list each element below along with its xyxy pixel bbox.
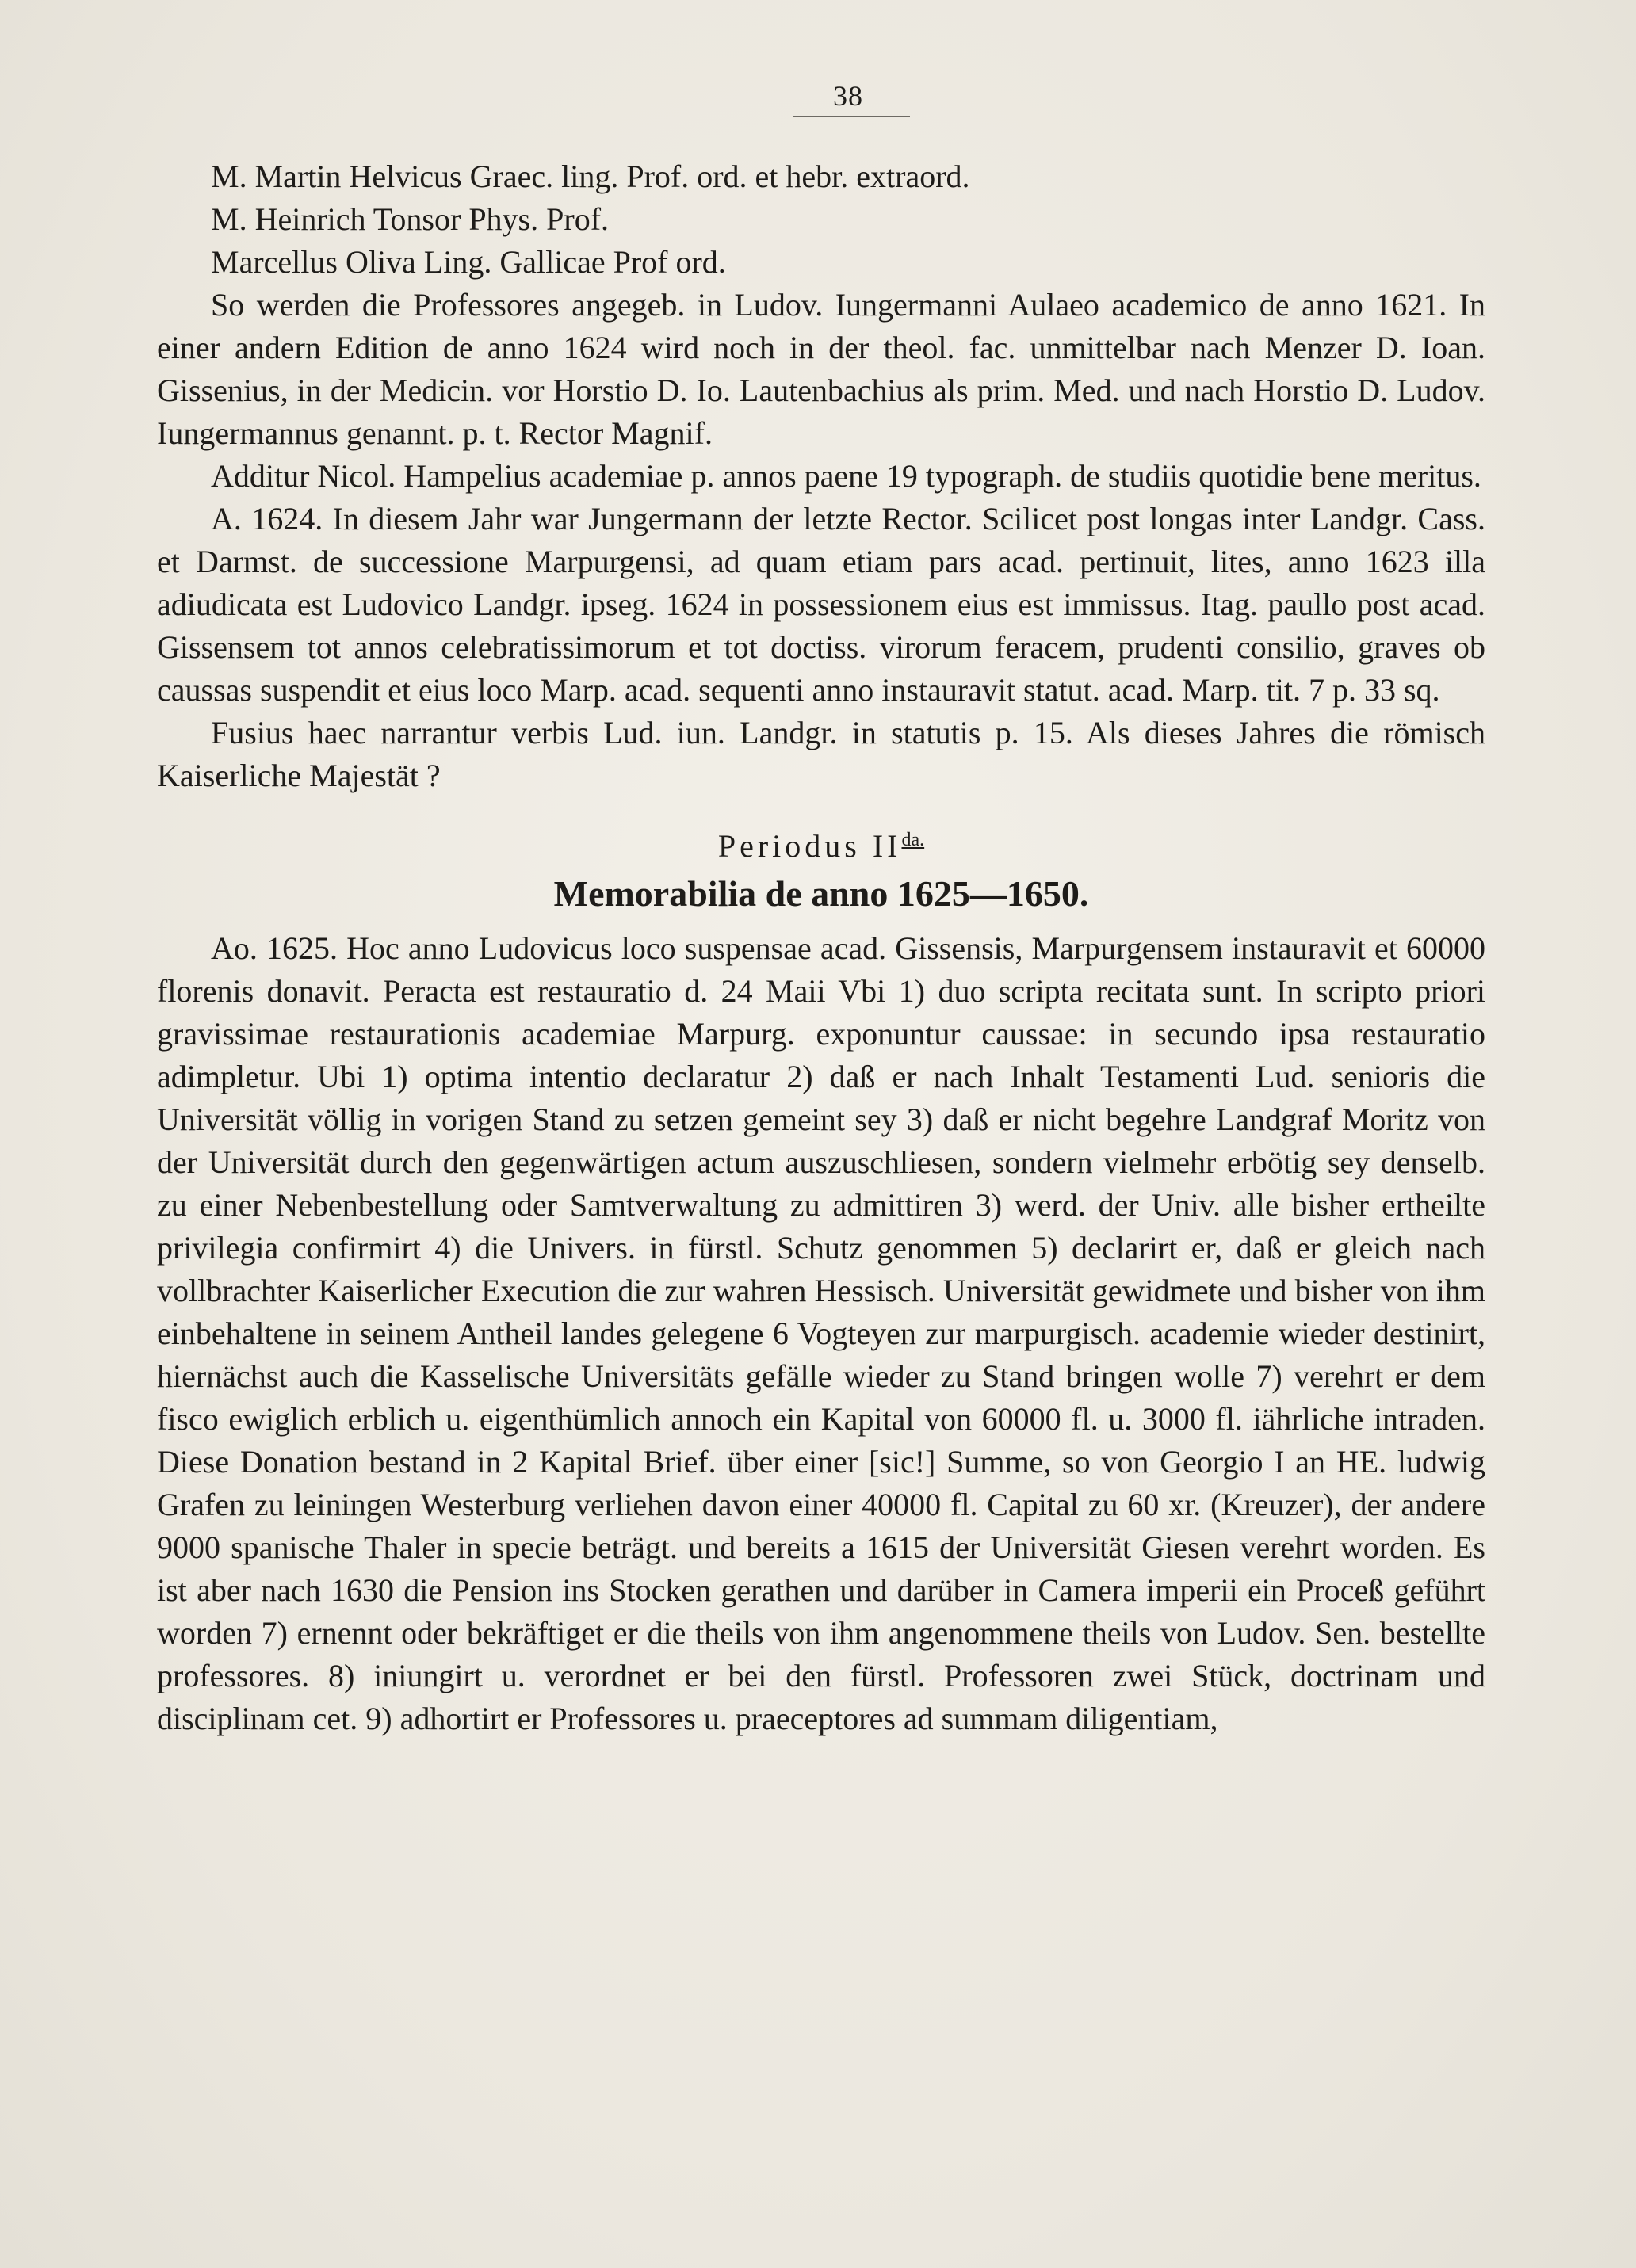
faculty-line: M. Heinrich Tonsor Phys. Prof. — [211, 201, 610, 237]
paragraph: Fusius haec narrantur verbis Lud. iun. Landgr. in statutis p. 15. Als dieses Jahres die römisch Kaiserliche Majestät ? — [157, 715, 1485, 793]
paragraph: Additur Nicol. Hampelius academiae p. annos paene 19 typograph. de studiis quotidie bene meritus. — [211, 458, 1481, 494]
page-number-rule — [793, 116, 910, 117]
faculty-line: M. Martin Helvicus Graec. ling. Prof. ord. et hebr. extraord. — [211, 158, 970, 194]
section-heading — [157, 819, 1485, 867]
paragraph: So werden die Professores angegeb. in Ludov. Iungermanni Aulaeo academico de anno 1621. In einer andern Edition de anno 1624 wird noch in der theol. fac. unmittelbar nach Menzer D. Ioan. Gissenius, in der Medicin. vor Horstio D. Io. Lautenbachius als prim. Med. und nach Horstio D. Ludov. Iungermannus genannt. p. t. Rector Magnif. — [157, 287, 1485, 451]
section-heading-suffix: da. — [901, 830, 925, 850]
text-block — [157, 155, 1485, 1740]
page-number: 38 — [833, 80, 863, 112]
section-title: Memorabilia de anno 1625—1650. — [553, 873, 1089, 914]
paragraph: A. 1624. In diesem Jahr war Jungermann der letzte Rector. Scilicet post longas inter Landgr. Cass. et Darmst. de successione Marpurgensi, ad quam etiam pars acad. pertinuit, lites, anno 1623 illa adiudicata est Ludovico Landgr. ipseg. 1624 in possessionem eius est immissus. Itag. paullo post acad. Gissensem tot annos celebratissimorum et tot doctiss. virorum feracem, prudenti consilio, graves ob caussas suspendit et eius loco Marp. acad. sequenti anno instauravit statut. acad. Marp. tit. 7 p. 33 sq. — [157, 501, 1485, 708]
section-heading-text: Periodus II — [717, 828, 902, 864]
faculty-line: Marcellus Oliva Ling. Gallicae Prof ord. — [211, 244, 726, 280]
paragraph: Ao. 1625. Hoc anno Ludovicus loco suspensae acad. Gissensis, Marpurgensem instauravit et 60000 florenis donavit. Peracta est restauratio d. 24 Maii Vbi 1) duo scripta recitata sunt. In scripto priori gravissimae restaurationis academiae Marpurg. exponuntur caussae: in secundo ipsa restauratio adimpletur. Ubi 1) optima intentio declaratur 2) daß er nach Inhalt Testamenti Lud. senioris die Universität völlig in vorigen Stand zu setzen gemeint sey 3) daß er nicht begehre Landgraf Moritz von der Universität durch den gegenwärtigen actum auszuschliesen, sondern vielmehr erbötig sey denselb. zu einer Nebenbestellung oder Samtverwaltung zu admittiren 3) werd. der Univ. alle bisher ertheilte privilegia confirmirt 4) die Univers. in fürstl. Schutz genommen 5) declarirt er, daß er gleich nach vollbrachter Kaiserlicher Execution die zur wahren Hessisch. Universität gewidmete und bisher von ihm einbehaltene in seinem Antheil landes gelegene 6 Vogteyen zur marpurgisch. academie wieder destinirt, hiernächst auch die Kasselische Universitäts gefälle wieder zu Stand bringen wolle 7) verehrt er dem fisco ewiglich erblich u. eigenthümlich annoch ein Kapital von 60000 fl. u. 3000 fl. iährliche intraden. Diese Donation bestand in 2 Kapital Brief. über einer [sic!] Summe, so von Georgio I an HE. ludwig Grafen zu leiningen Westerburg verliehen davon einer 40000 fl. Capital zu 60 xr. (Kreuzer), der andere 9000 spanische Thaler in specie beträgt. und bereits a 1615 der Universität Giesen verehrt worden. Es ist aber nach 1630 die Pension ins Stocken gerathen und darüber in Camera imperii ein Proceß geführt worden 7) ernennt oder bekräftiget er die theils von ihm angenommene theils von Ludov. Sen. bestellte professores. 8) iniungirt u. verordnet er bei den fürstl. Professoren zwei Stück, doctrinam und disciplinam cet. 9) adhortirt er Professores u. praeceptores ad summam diligentiam, — [157, 930, 1485, 1736]
